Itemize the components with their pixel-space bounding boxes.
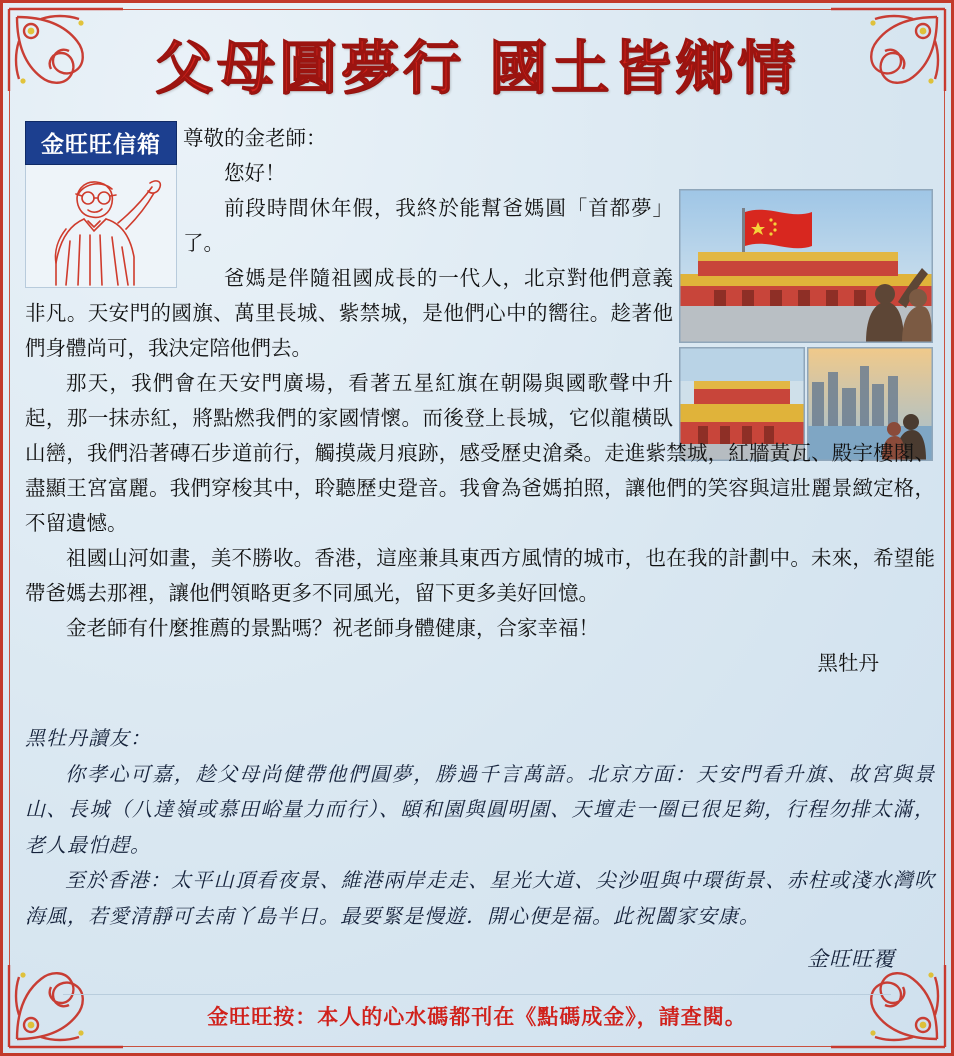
column-logo-label: 金旺旺信箱: [25, 121, 177, 165]
logo-spacer: [25, 121, 183, 279]
reply-signature: 金旺旺覆: [807, 947, 895, 971]
letter-greeting: 您好！: [224, 161, 286, 185]
reply-paragraph: 至於香港：太平山頂看夜景、維港兩岸走走、星光大道、尖沙咀與中環街景、赤柱或淺水灣吹海風，若愛清靜可去南丫島半日。最要緊是慢遊．開心便是福。此祝闔家安康。: [25, 868, 935, 928]
letter-paragraph: 前段時間休年假，我終於能幫爸媽圓「首都夢」了。: [183, 196, 673, 255]
letter-salutation: 尊敬的金老師：: [183, 126, 327, 150]
reply-paragraph: 你孝心可嘉，趁父母尚健帶他們圓夢，勝過千言萬語。北京方面：天安門看升旗、故宮與景山、長城（八達嶺或慕田峪量力而行）、頤和園與圓明園、天壇走一圈已很足夠，行程勿排太滿，老人最怕趕。: [25, 761, 935, 857]
reader-letter: [25, 121, 935, 681]
photo-spacer: [673, 121, 935, 403]
footer-note: 金旺旺按：本人的心水碼都刊在《點碼成金》，請查閱。: [207, 1004, 747, 1029]
letter-paragraph: 爸媽是伴隨祖國成長的一代人，北京對他們意義非凡。天安門的國旗、萬里長城、紫禁城，是他們心中的嚮往。趁著他們身體尚可，我決定陪他們去。: [25, 266, 673, 360]
letter-paragraph: 金老師有什麼推薦的景點嗎？祝老師身體健康，合家幸福！: [66, 616, 599, 640]
letter-paragraph: 祖國山河如畫，美不勝收。香港，這座兼具東西方風情的城市，也在我的計劃中。未來，希望能帶爸媽去那裡，讓他們領略更多不同風光，留下更多美好回憶。: [25, 546, 935, 605]
letter-paragraph: 那天，我們會在天安門廣場，看著五星紅旗在朝陽與國歌聲中升起，那一抹赤紅，將點燃我們的家國情懷。而後登上長城，它似龍橫臥山巒，我們沿著磚石步道前行，觸摸歲月痕跡，感受歷史滄桑。走進紫禁城，紅牆黃瓦、殿宇樓閣、盡顯王宮富麗。我們穿梭其中，聆聽歷史跫音。我會為爸媽拍照，讓他們的笑容與這壯麗景緻定格，不留遺憾。: [25, 371, 935, 535]
letter-signature: 黑牡丹: [817, 651, 879, 675]
columnist-reply: [25, 721, 935, 978]
reply-salutation: 黑牡丹讀友：: [25, 726, 151, 750]
footer-divider: [63, 994, 891, 995]
page-title: 父母圓夢行 國土皆鄉情: [154, 34, 800, 102]
